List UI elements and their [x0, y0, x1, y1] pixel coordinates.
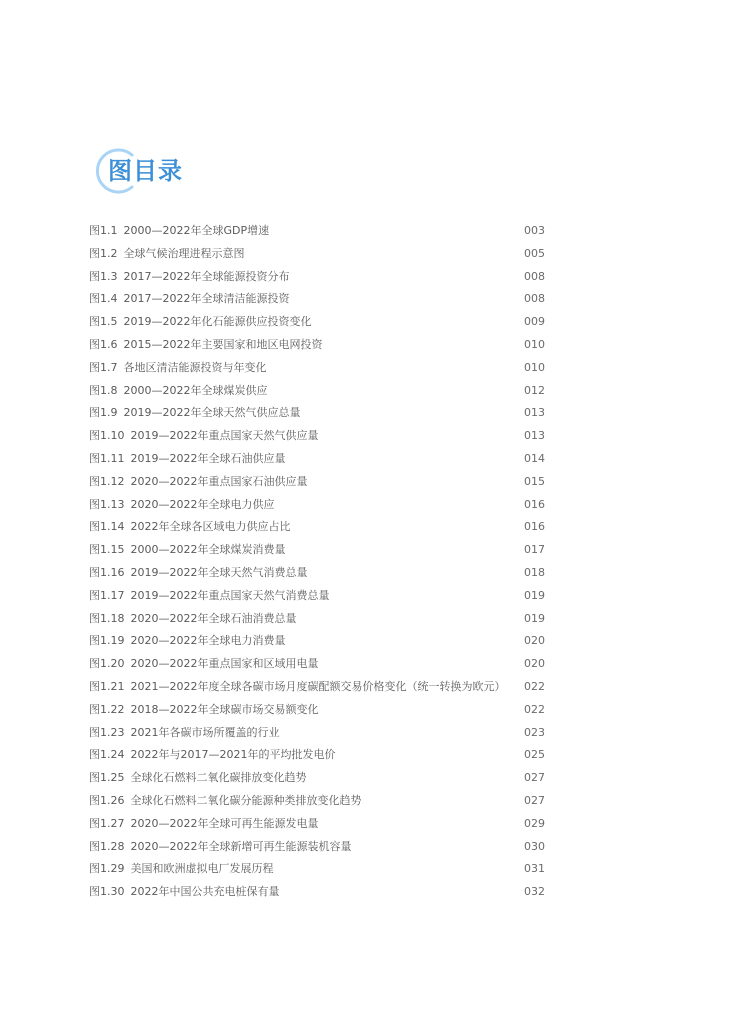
figure-title: 2019—2022年化石能源供应投资变化	[123, 315, 312, 329]
page-number: 022	[524, 679, 545, 693]
figure-title: 2000—2022年全球GDP增速	[123, 224, 270, 237]
page-number: 012	[524, 383, 545, 397]
page-number: 029	[524, 816, 545, 830]
toc-entry[interactable]	[89, 266, 545, 289]
figure-title: 2020—2022年全球电力消费量	[130, 634, 286, 648]
figure-title: 2000—2022年全球煤炭供应	[123, 383, 268, 397]
toc-entry[interactable]	[89, 471, 545, 494]
figure-title: 2015—2022年主要国家和地区电网投资	[123, 337, 323, 351]
figure-title: 2019—2022年全球天然气供应总量	[123, 406, 301, 420]
figure-number: 图1.11	[89, 451, 125, 465]
figure-number: 图1.14	[89, 520, 125, 534]
figure-number: 图1.2	[89, 246, 118, 260]
figure-number: 图1.30	[89, 885, 125, 899]
figure-title: 2020—2022年全球新增可再生能源装机容量	[130, 839, 352, 853]
toc-entry[interactable]	[89, 243, 545, 266]
figure-list	[89, 220, 545, 904]
figure-title: 2017—2022年全球清洁能源投资	[123, 292, 290, 306]
figure-number: 图1.3	[89, 269, 118, 283]
figure-title: 2020—2022年全球可再生能源发电量	[130, 816, 319, 830]
page-number: 027	[524, 771, 545, 785]
page-number: 027	[524, 793, 545, 807]
toc-entry[interactable]	[89, 630, 545, 653]
figure-title: 2022年中国公共充电桩保有量	[130, 885, 280, 899]
figure-number: 图1.25	[89, 771, 125, 785]
toc-entry[interactable]	[89, 334, 545, 357]
page-number: 017	[524, 543, 545, 557]
page-number: 016	[524, 520, 545, 534]
figure-number: 图1.18	[89, 611, 125, 625]
toc-entry[interactable]	[89, 858, 545, 881]
page-number: 005	[524, 246, 545, 260]
toc-entry[interactable]	[89, 699, 545, 722]
toc-entry[interactable]	[89, 790, 545, 813]
page-number: 015	[524, 474, 545, 488]
toc-entry[interactable]	[89, 585, 545, 608]
figure-number: 图1.21	[89, 679, 125, 693]
toc-entry[interactable]	[89, 311, 545, 334]
toc-entry[interactable]	[89, 813, 545, 836]
page-number: 008	[524, 292, 545, 306]
page-number: 014	[524, 451, 545, 465]
page-number: 020	[524, 657, 545, 671]
page-number: 022	[524, 702, 545, 716]
figure-number: 图1.15	[89, 543, 125, 557]
toc-entry[interactable]	[89, 608, 545, 631]
figure-number: 图1.17	[89, 588, 125, 602]
toc-entry[interactable]	[89, 722, 545, 745]
figure-title: 全球化石燃料二氧化碳分能源种类排放变化趋势	[130, 793, 362, 807]
toc-entry[interactable]	[89, 357, 545, 380]
toc-entry[interactable]	[89, 744, 545, 767]
toc-entry[interactable]	[89, 380, 545, 403]
toc-entry[interactable]	[89, 881, 545, 904]
page-number: 010	[524, 337, 545, 351]
toc-entry[interactable]	[89, 448, 545, 471]
toc-entry[interactable]	[89, 767, 545, 790]
figure-title: 美国和欧洲虚拟电厂发展历程	[130, 862, 274, 876]
figure-title: 2019—2022年重点国家天然气消费总量	[130, 588, 330, 602]
page-number: 010	[524, 360, 545, 374]
toc-entry[interactable]	[89, 562, 545, 585]
figure-number: 图1.1	[89, 224, 118, 237]
page-number: 009	[524, 315, 545, 329]
figure-number: 图1.13	[89, 497, 125, 511]
figure-title: 2019—2022年重点国家天然气供应量	[130, 429, 319, 443]
page-number: 020	[524, 634, 545, 648]
page-number: 030	[524, 839, 545, 853]
page-number: 019	[524, 588, 545, 602]
figure-number: 图1.28	[89, 839, 125, 853]
figure-number: 图1.10	[89, 429, 125, 443]
page-number: 031	[524, 862, 545, 876]
figure-number: 图1.12	[89, 474, 125, 488]
page-number: 023	[524, 725, 545, 739]
toc-entry[interactable]	[89, 494, 545, 517]
figure-title: 2019—2022年全球天然气消费总量	[130, 565, 308, 579]
page-number: 013	[524, 406, 545, 420]
figure-title: 各地区清洁能源投资与年变化	[123, 360, 267, 374]
figure-title: 2022年与2017—2021年的平均批发电价	[130, 748, 336, 762]
figure-title: 2020—2022年全球石油消费总量	[130, 611, 297, 625]
toc-entry[interactable]	[89, 288, 545, 311]
section-heading	[92, 147, 202, 197]
figure-number: 图1.19	[89, 634, 125, 648]
figure-title: 全球气候治理进程示意图	[123, 246, 245, 260]
toc-entry[interactable]	[89, 425, 545, 448]
page-number: 019	[524, 611, 545, 625]
figure-number: 图1.7	[89, 360, 118, 374]
toc-entry[interactable]	[89, 402, 545, 425]
figure-number: 图1.20	[89, 657, 125, 671]
figure-title: 2021年各碳市场所覆盖的行业	[130, 725, 280, 739]
figure-number: 图1.29	[89, 862, 125, 876]
figure-title: 2020—2022年重点国家和区域用电量	[130, 657, 319, 671]
page-number: 013	[524, 429, 545, 443]
figure-title: 2021—2022年度全球各碳市场月度碳配额交易价格变化（统一转换为欧元）	[130, 679, 506, 693]
figure-title: 2020—2022年重点国家石油供应量	[130, 474, 308, 488]
figure-title: 2019—2022年全球石油供应量	[130, 451, 286, 465]
page-number: 008	[524, 269, 545, 283]
page-number: 016	[524, 497, 545, 511]
toc-entry[interactable]	[89, 676, 545, 699]
toc-entry[interactable]	[89, 653, 545, 676]
page-number: 025	[524, 748, 545, 762]
toc-entry[interactable]	[89, 516, 545, 539]
figure-number: 图1.27	[89, 816, 125, 830]
toc-entry[interactable]	[89, 539, 545, 562]
figure-title: 2000—2022年全球煤炭消费量	[130, 543, 286, 557]
figure-number: 图1.23	[89, 725, 125, 739]
figure-number: 图1.26	[89, 793, 125, 807]
page-number: 003	[524, 224, 545, 237]
figure-number: 图1.22	[89, 702, 125, 716]
toc-entry[interactable]	[89, 220, 545, 243]
figure-title: 2022年全球各区域电力供应占比	[130, 520, 291, 534]
figure-number: 图1.9	[89, 406, 118, 420]
figure-number: 图1.6	[89, 337, 118, 351]
page-number: 032	[524, 885, 545, 899]
figure-number: 图1.16	[89, 565, 125, 579]
toc-entry[interactable]	[89, 836, 545, 859]
figure-title: 2020—2022年全球电力供应	[130, 497, 275, 511]
figure-title: 全球化石燃料二氧化碳排放变化趋势	[130, 771, 307, 785]
figure-title: 2017—2022年全球能源投资分布	[123, 269, 290, 283]
figure-number: 图1.24	[89, 748, 125, 762]
figure-number: 图1.5	[89, 315, 118, 329]
figure-number: 图1.8	[89, 383, 118, 397]
figure-title: 2018—2022年全球碳市场交易额变化	[130, 702, 319, 716]
page-title: 图目录	[108, 157, 183, 185]
figure-number: 图1.4	[89, 292, 118, 306]
page-number: 018	[524, 565, 545, 579]
